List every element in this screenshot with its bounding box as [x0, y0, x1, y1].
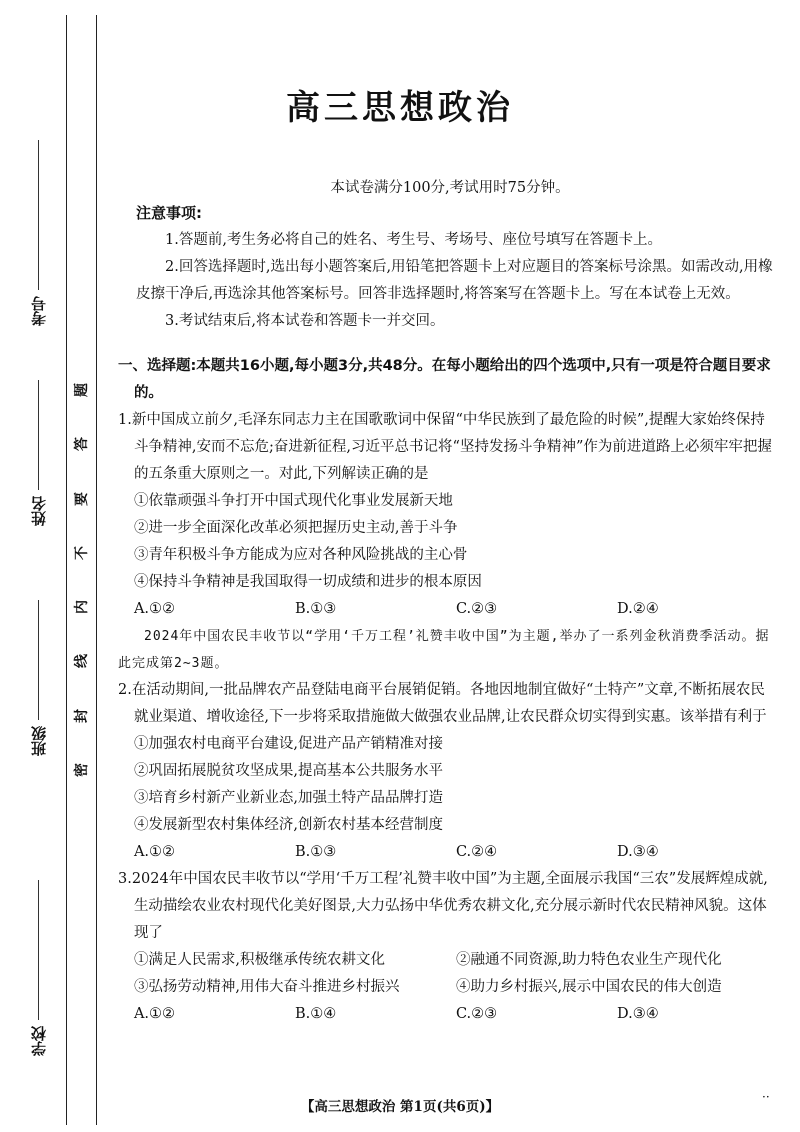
question-1-stem: 1.新中国成立前夕,毛泽东同志力主在国歌歌词中保留“中华民族到了最危险的时候”,提醒大家始终保持斗争精神,安而不忘危;奋进新征程,习近平总书记将“坚持发扬斗争精神”作为前进道路上必须牢牢把握的五条重大原则之一。对此,下列解读正确的是: [118, 412, 772, 482]
question-1-option: ③青年积极斗争方能成为应对各种风险挑战的主心骨: [133, 547, 468, 563]
question-3-option: ③弘扬劳动精神,用伟大奋斗推进乡村振兴: [133, 979, 400, 995]
question-2-option: ④发展新型农村集体经济,创新农村基本经营制度: [133, 817, 444, 833]
choice-a: A.①②: [133, 844, 176, 860]
binding-line-inner: [96, 15, 97, 1125]
seal-char: 不: [74, 545, 90, 560]
choice-a: A.①②: [133, 1006, 176, 1022]
question-3-option: ①满足人民需求,积极继承传统农耕文化: [133, 952, 386, 968]
choice-d: D.②④: [616, 601, 659, 617]
class-field: [18, 600, 58, 756]
choice-a: A.①②: [133, 601, 176, 617]
choice-b: B.①③: [294, 601, 337, 617]
binding-line-outer: [66, 15, 67, 1125]
name-line: [38, 380, 39, 490]
exam-no-field: [18, 140, 58, 326]
page-footer: 【高三思想政治 第1页(共6页)】: [300, 1099, 500, 1115]
notice-item: 2.回答选择题时,选出每小题答案后,用铅笔把答题卡上对应题目的答案标号涂黑。如需改动,用橡皮擦干净后,再选涂其他答案标号。回答非选择题时,将答案写在答题卡上。写在本试卷上无效。: [136, 259, 773, 302]
notice-item: 1.答题前,考生务必将自己的姓名、考生号、考场号、座位号填写在答题卡上。: [165, 232, 662, 248]
corner-mark: ··: [762, 1090, 770, 1104]
seal-char: 密: [74, 762, 90, 777]
name-label: 姓名: [29, 496, 48, 526]
choice-c: C.②③: [455, 601, 498, 617]
question-2-choices: [118, 839, 778, 866]
question-2-option: ②巩固拓展脱贫攻坚成果,提高基本公共服务水平: [133, 763, 444, 779]
seal-char: 内: [74, 600, 90, 615]
exam-no-line: [38, 140, 39, 290]
exam-no-label: 考号: [29, 296, 48, 326]
name-field: [18, 380, 58, 526]
question-1-option: ②进一步全面深化改革必须把握历史主动,善于斗争: [133, 520, 458, 536]
seal-char: 题: [74, 383, 90, 397]
seal-char: 封: [74, 708, 90, 723]
exam-content: [118, 200, 778, 1028]
section-heading: 一、选择题:本题共16小题,每小题3分,共48分。在每小题给出的四个选项中,只有一项是符合题目要求的。: [118, 358, 771, 401]
school-field: [18, 880, 58, 1056]
school-label: 学校: [29, 1026, 48, 1056]
class-label: 班级: [29, 726, 48, 756]
choice-b: B.①④: [294, 1006, 337, 1022]
question-2-option: ①加强农村电商平台建设,促进产品产销精准对接: [133, 736, 444, 752]
school-line: [38, 880, 39, 1020]
choice-c: C.②④: [455, 844, 498, 860]
notice-heading: 注意事项:: [136, 204, 202, 222]
seal-char: 要: [74, 491, 90, 506]
question-3-options-row: [118, 947, 778, 974]
choice-c: C.②③: [455, 1006, 498, 1022]
question-3-choices: [118, 1001, 778, 1028]
notice-item: 3.考试结束后,将本试卷和答题卡一并交回。: [165, 313, 445, 329]
question-2-stem: 2.在活动期间,一批品牌农产品登陆电商平台展销促销。各地因地制宜做好“土特产”文章,不断拓展农民就业渠道、增收途径,下一步将采取措施做大做强农业品牌,让农民群众切实得到实惠。该举措有利于: [118, 682, 767, 725]
seal-line-text: [68, 380, 94, 780]
exam-info: 本试卷满分100分,考试用时75分钟。: [330, 180, 570, 196]
question-3-option: ②融通不同资源,助力特色农业生产现代化: [455, 952, 722, 968]
shared-material: 2024年中国农民丰收节以“学用‘千万工程’礼赞丰收中国”为主题,举办了一系列金秋消费季活动。据此完成第2~3题。: [118, 629, 770, 671]
question-1-option: ④保持斗争精神是我国取得一切成绩和进步的根本原因: [133, 574, 482, 590]
question-3-option: ④助力乡村振兴,展示中国农民的伟大创造: [455, 979, 722, 995]
question-3-options-row: [118, 974, 778, 1001]
question-1-option: ①依靠顽强斗争打开中国式现代化事业发展新天地: [133, 493, 453, 509]
choice-b: B.①③: [294, 844, 337, 860]
seal-char: 答: [74, 437, 90, 452]
page-title: 高三思想政治: [286, 88, 514, 128]
choice-d: D.③④: [616, 844, 659, 860]
question-1-choices: [118, 596, 778, 623]
seal-char: 线: [74, 654, 90, 669]
choice-d: D.③④: [616, 1006, 659, 1022]
question-2-option: ③培育乡村新产业新业态,加强土特产品品牌打造: [133, 790, 444, 806]
question-3-stem: 3.2024年中国农民丰收节以“学用‘千万工程’礼赞丰收中国”为主题,全面展示我国“三农”发展辉煌成就,生动描绘农业农村现代化美好图景,大力弘扬中华优秀农耕文化,充分展示新时代农民精神风貌。这体现了: [118, 871, 768, 941]
class-line: [38, 600, 39, 720]
